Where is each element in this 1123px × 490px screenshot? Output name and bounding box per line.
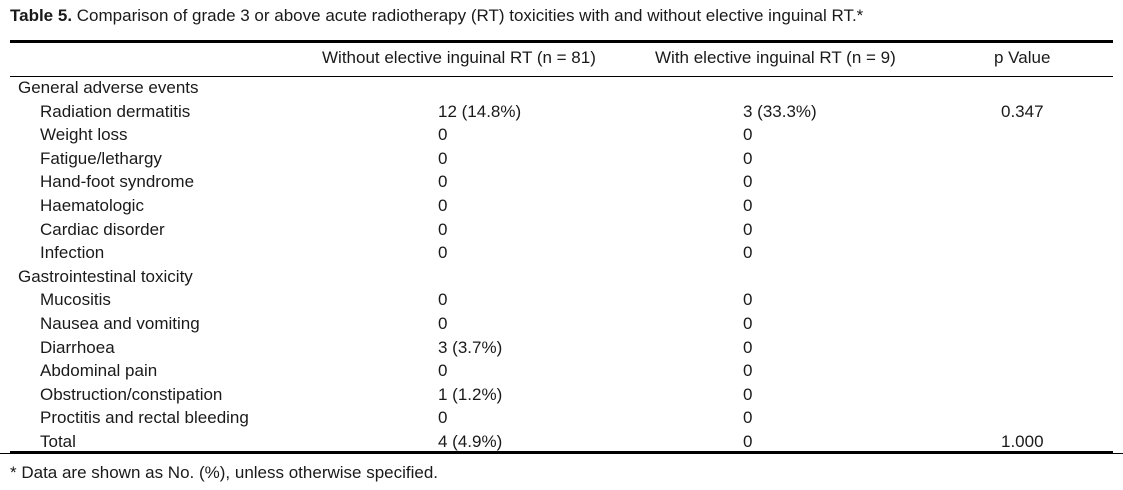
column-header-with-inguinal: With elective inguinal RT (n = 9): [655, 48, 896, 67]
row-label: Haematologic: [40, 195, 144, 215]
cell-with-inguinal: 0: [743, 361, 753, 381]
cell-with-inguinal: 0: [743, 243, 753, 263]
cell-without-inguinal: 0: [438, 172, 448, 192]
table-caption: [10, 5, 863, 27]
cell-p-value: 1.000: [1001, 431, 1044, 451]
cell-without-inguinal: 0: [438, 148, 448, 168]
column-header-without-inguinal: Without elective inguinal RT (n = 81): [322, 48, 596, 67]
row-label: Fatigue/lethargy: [40, 148, 162, 168]
row-label: Nausea and vomiting: [40, 313, 200, 333]
table-caption-text: Comparison of grade 3 or above acute radiotherapy (RT) toxicities with and without elective inguinal RT.*: [76, 6, 864, 25]
cell-with-inguinal: 0: [743, 408, 753, 428]
table-row: [0, 336, 1123, 360]
cell-with-inguinal: 0: [743, 431, 753, 451]
table-row: [0, 218, 1123, 242]
table-section-row: [0, 265, 1123, 289]
table-row: [0, 406, 1123, 430]
cell-with-inguinal: 0: [743, 313, 753, 333]
row-label: Abdominal pain: [40, 361, 158, 381]
row-label: Cardiac disorder: [40, 219, 165, 239]
cell-with-inguinal: 0: [743, 290, 753, 310]
table-row: [0, 241, 1123, 265]
row-label: Radiation dermatitis: [40, 101, 191, 121]
table-row: [0, 359, 1123, 383]
cell-with-inguinal: 0: [743, 172, 753, 192]
cell-p-value: 0.347: [1001, 101, 1044, 121]
section-label: General adverse events: [18, 78, 199, 97]
cell-without-inguinal: 0: [438, 361, 448, 381]
cell-with-inguinal: 0: [743, 219, 753, 239]
table-row: [0, 312, 1123, 336]
table-row: [0, 123, 1123, 147]
cell-without-inguinal: 0: [438, 290, 448, 310]
row-label: Total: [40, 431, 76, 451]
cell-without-inguinal: 0: [438, 195, 448, 215]
cell-without-inguinal: 12 (14.8%): [438, 101, 522, 121]
table-section-row: [0, 76, 1123, 100]
table-row: [0, 383, 1123, 407]
row-label: Weight loss: [40, 125, 128, 145]
cell-with-inguinal: 0: [743, 195, 753, 215]
row-label: Hand-foot syndrome: [40, 172, 195, 192]
table-row: [0, 194, 1123, 218]
cell-with-inguinal: 3 (33.3%): [743, 101, 817, 121]
table-caption-label: Table 5.: [10, 6, 73, 25]
table-row: [0, 100, 1123, 124]
row-label: Infection: [40, 243, 105, 263]
table-row: [0, 147, 1123, 171]
cell-with-inguinal: 0: [743, 337, 753, 357]
table-row: [0, 430, 1123, 454]
table-bottom-rule: [10, 451, 1113, 454]
table-footnote: * Data are shown as No. (%), unless otherwise specified.: [10, 463, 439, 482]
row-label: Diarrhoea: [40, 337, 115, 357]
cell-with-inguinal: 0: [743, 148, 753, 168]
table-row: [0, 170, 1123, 194]
cell-without-inguinal: 0: [438, 243, 448, 263]
cell-without-inguinal: 0: [438, 408, 448, 428]
cell-with-inguinal: 0: [743, 125, 753, 145]
cell-without-inguinal: 4 (4.9%): [438, 431, 503, 451]
cell-without-inguinal: 0: [438, 125, 448, 145]
row-label: Proctitis and rectal bleeding: [40, 408, 249, 428]
table-top-rule: [10, 40, 1113, 43]
table-body: [0, 76, 1123, 454]
cell-without-inguinal: 0: [438, 219, 448, 239]
table-row: [0, 288, 1123, 312]
cell-without-inguinal: 1 (1.2%): [438, 384, 503, 404]
row-label: Obstruction/constipation: [40, 384, 223, 404]
section-label: Gastrointestinal toxicity: [18, 266, 193, 286]
column-header-p-value: p Value: [994, 48, 1051, 67]
cell-without-inguinal: 3 (3.7%): [438, 337, 503, 357]
cell-without-inguinal: 0: [438, 313, 448, 333]
cell-with-inguinal: 0: [743, 384, 753, 404]
row-label: Mucositis: [40, 290, 111, 310]
